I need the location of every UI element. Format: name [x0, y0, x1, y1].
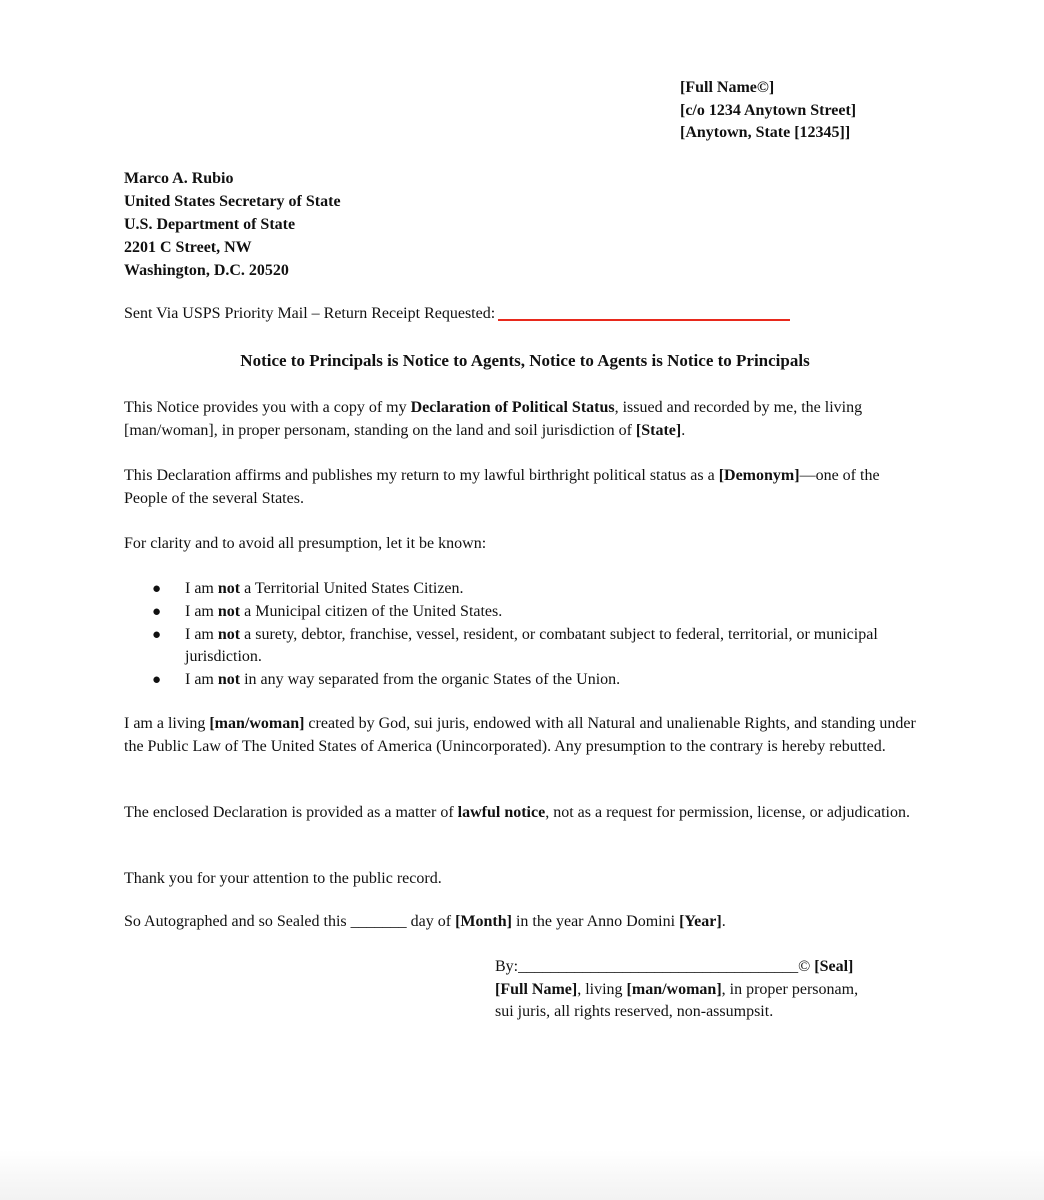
p5-bold-lawful-notice: lawful notice: [457, 804, 546, 821]
recipient-city: Washington, D.C. 20520: [124, 262, 289, 279]
bullet-text-post: in any way separated from the organic States of the Union.: [240, 671, 621, 689]
p5-text-c: , not as a request for permission, license, or adjudication.: [545, 804, 910, 821]
bullet-text-bold: not: [217, 602, 241, 620]
signatory-line: [495, 979, 915, 1002]
sender-name: [Full Name©]: [680, 79, 775, 96]
bullet-text-bold: not: [217, 580, 241, 597]
paragraph-clarity-intro: For clarity and to avoid all presumption, let it be known:: [124, 535, 487, 552]
recipient-title: United States Secretary of State: [124, 193, 341, 210]
page-bottom-edge: [0, 1150, 1044, 1200]
p5-text-a: The enclosed Declaration is provided as a matter of: [124, 804, 458, 821]
delivery-method-text: Sent Via USPS Priority Mail – Return Receipt Requested:: [124, 305, 496, 322]
paragraph-thank-you: Thank you for your attention to the public record.: [124, 870, 442, 887]
p4-bold-gender: [man/woman]: [209, 715, 305, 732]
signatory-text-rest: , in proper personam,: [721, 980, 859, 998]
status-bullet-list: [124, 578, 924, 692]
p7-text-b: day of: [406, 913, 456, 930]
p2-bold-demonym: [Demonym]: [718, 467, 800, 484]
list-item: [124, 601, 924, 624]
day-blank: _______: [350, 913, 407, 930]
sender-city: [Anytown, State [12345]]: [680, 124, 851, 141]
paragraph-declaration-copy: [124, 397, 924, 442]
month-placeholder: [Month]: [455, 913, 512, 930]
p1-text-c: , issued and recorded by me, the living [man/woman], in proper personam, standing on the land and soil jurisdiction of: [124, 399, 863, 439]
signature-line-row: [495, 956, 915, 979]
bullet-text-post: a Municipal citizen of the United States.: [240, 602, 503, 620]
sender-address-block: [680, 77, 856, 145]
bullet-text-post: a surety, debtor, franchise, vessel, resident, or combatant subject to federal, territorial, or municipal jurisdiction.: [185, 625, 878, 666]
delivery-method-line: [124, 303, 790, 325]
bullet-text-bold: not: [217, 625, 241, 643]
bullet-icon: ●: [152, 672, 162, 689]
p1-text-e: .: [681, 421, 686, 439]
paragraph-living-status: [124, 713, 924, 758]
signature-by-label: By:: [495, 958, 519, 975]
recipient-name: Marco A. Rubio: [124, 170, 234, 187]
p1-bold-state: [State]: [635, 421, 682, 439]
bullet-text-pre: I am: [185, 602, 218, 620]
signature-blank-line: ___________________________________: [518, 958, 799, 975]
seal-placeholder: [Seal]: [814, 958, 854, 975]
reservation-line: sui juris, all rights reserved, non-assumpsit.: [495, 1003, 774, 1020]
year-placeholder: [Year]: [679, 913, 722, 930]
bullet-text-pre: I am: [185, 580, 218, 597]
list-item: [124, 669, 924, 692]
recipient-address-block: [124, 167, 341, 282]
p1-bold-declaration: Declaration of Political Status: [410, 399, 615, 416]
list-item: [124, 624, 924, 670]
bullet-text-post: a Territorial United States Citizen.: [240, 580, 464, 597]
p2-text-a: This Declaration affirms and publishes my return to my lawful birthright political status as a: [124, 467, 719, 484]
recipient-street: 2201 C Street, NW: [124, 239, 252, 256]
p4-text-c: created by God, sui juris, endowed with all Natural and unalienable Rights, and standing under the Public Law of The United States of America (Unincorporated). Any presumption to the contrary is hereby rebutted.: [124, 715, 916, 755]
p7-text-a: So Autographed and so Sealed this: [124, 913, 351, 930]
p1-text-a: This Notice provides you with a copy of my: [124, 399, 411, 416]
p7-text-d: .: [721, 913, 726, 930]
list-item: [124, 578, 924, 601]
bullet-text-pre: I am: [185, 625, 218, 643]
p4-text-a: I am a living: [124, 715, 210, 732]
recipient-department: U.S. Department of State: [124, 216, 296, 233]
signatory-gender: [man/woman]: [626, 980, 722, 998]
p2-text-c: —one of the People of the several States.: [124, 467, 880, 507]
signatory-text-mid: , living: [577, 980, 627, 998]
notice-title: Notice to Principals is Notice to Agents, Notice to Agents is Notice to Principals: [240, 351, 810, 370]
bullet-icon: ●: [152, 603, 162, 620]
sender-street: [c/o 1234 Anytown Street]: [680, 101, 857, 119]
copyright-symbol: ©: [798, 958, 815, 975]
bullet-icon: ●: [152, 626, 162, 643]
signature-block: [495, 956, 915, 1024]
paragraph-lawful-notice: [124, 802, 924, 825]
p7-text-c: in the year Anno Domini: [511, 913, 680, 930]
paragraph-affirmation: [124, 465, 924, 510]
bullet-text-bold: not: [217, 671, 241, 689]
bullet-text-pre: I am: [185, 671, 218, 689]
signatory-name: [Full Name]: [495, 980, 578, 998]
tracking-number-blank: [498, 319, 790, 321]
paragraph-autograph-date: [124, 911, 924, 934]
bullet-icon: ●: [152, 581, 162, 597]
